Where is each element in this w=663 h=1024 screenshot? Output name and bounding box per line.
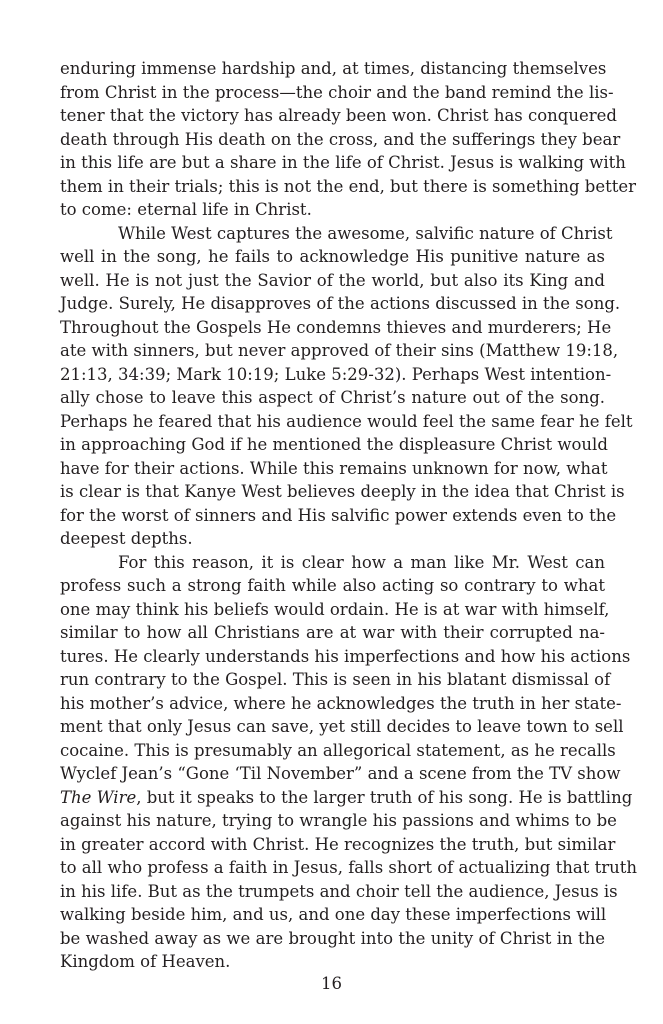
text-line: similar to how all Christians are at war with their corrupted na- <box>60 623 605 642</box>
text-line: to come: eternal life in Christ. <box>60 200 312 219</box>
text-line: ment that only Jesus can save, yet still decides to leave town to sell <box>60 717 624 736</box>
paragraph-3 <box>60 551 637 974</box>
text-line: Judge. Surely, He disapproves of the actions discussed in the song. <box>60 294 621 313</box>
text-line: well in the song, he fails to acknowledge His punitive nature as <box>60 247 605 266</box>
text-line-rest: , but it speaks to the larger truth of his song. He is battling <box>136 787 633 807</box>
tv-show-title: The Wire <box>60 787 137 807</box>
text-line: one may think his beliefs would ordain. He is at war with himself, <box>60 599 610 619</box>
text-line: tures. He clearly understands his imperfections and how his actions <box>60 646 631 666</box>
text-line: in approaching God if he mentioned the displeasure Christ would <box>60 435 608 454</box>
text-line: them in their trials; this is not the end, but there is something better <box>60 176 637 196</box>
text-line: death through His death on the cross, and the sufferings they bear <box>60 129 621 149</box>
text-line: Throughout the Gospels He condemns thieves and murderers; He <box>60 317 612 337</box>
paragraph-2 <box>60 222 633 551</box>
text-line: Kingdom of Heaven. <box>60 952 231 971</box>
text-line: ally chose to leave this aspect of Christ’s nature out of the song. <box>60 388 605 407</box>
text-line: in this life are but a share in the life of Christ. Jesus is walking with <box>60 153 626 172</box>
page-number: 16 <box>321 974 342 993</box>
text-line: tener that the victory has already been won. Christ has conquered <box>60 106 617 125</box>
text-line: ate with sinners, but never approved of their sins (Matthew 19:18, <box>60 341 619 360</box>
text-line-with-italic-title <box>60 786 633 810</box>
text-line: run contrary to the Gospel. This is seen in his blatant dismissal of <box>60 670 611 689</box>
text-line: walking beside him, and us, and one day these imperfections will <box>60 905 607 924</box>
text-line: against his nature, trying to wrangle his passions and whims to be <box>60 811 617 830</box>
text-line: 21:13, 34:39; Mark 10:19; Luke 5:29-32). Perhaps West intention- <box>60 364 612 384</box>
text-line: from Christ in the process—the choir and the band remind the lis- <box>60 82 614 102</box>
text-line: to all who profess a faith in Jesus, falls short of actualizing that truth <box>60 858 637 877</box>
text-line: For this reason, it is clear how a man like Mr. West can <box>118 552 605 572</box>
text-line: well. He is not just the Savior of the world, but also its King and <box>60 270 605 290</box>
text-line: enduring immense hardship and, at times, distancing themselves <box>60 59 607 78</box>
paragraph-1 <box>60 57 637 222</box>
text-line: profess such a strong faith while also acting so contrary to what <box>60 576 605 595</box>
text-line: is clear is that Kanye West believes deeply in the idea that Christ is <box>60 482 625 501</box>
text-line: for the worst of sinners and His salvific power extends even to the <box>60 505 617 525</box>
text-line: Wyclef Jean’s “Gone ‘Til November” and a scene from the TV show <box>60 764 621 783</box>
text-line: deepest depths. <box>60 529 193 548</box>
text-line: have for their actions. While this remains unknown for now, what <box>60 458 608 478</box>
page-body <box>60 57 637 974</box>
text-line: Perhaps he feared that his audience would feel the same fear he felt <box>60 411 633 431</box>
text-line: his mother’s advice, where he acknowledges the truth in her state- <box>60 693 622 713</box>
text-line: in greater accord with Christ. He recognizes the truth, but similar <box>60 834 616 854</box>
text-line: be washed away as we are brought into the unity of Christ in the <box>60 928 605 948</box>
text-line: in his life. But as the trumpets and choir tell the audience, Jesus is <box>60 881 618 901</box>
text-line: While West captures the awesome, salvific nature of Christ <box>118 223 613 243</box>
text-line: cocaine. This is presumably an allegorical statement, as he recalls <box>60 740 616 760</box>
